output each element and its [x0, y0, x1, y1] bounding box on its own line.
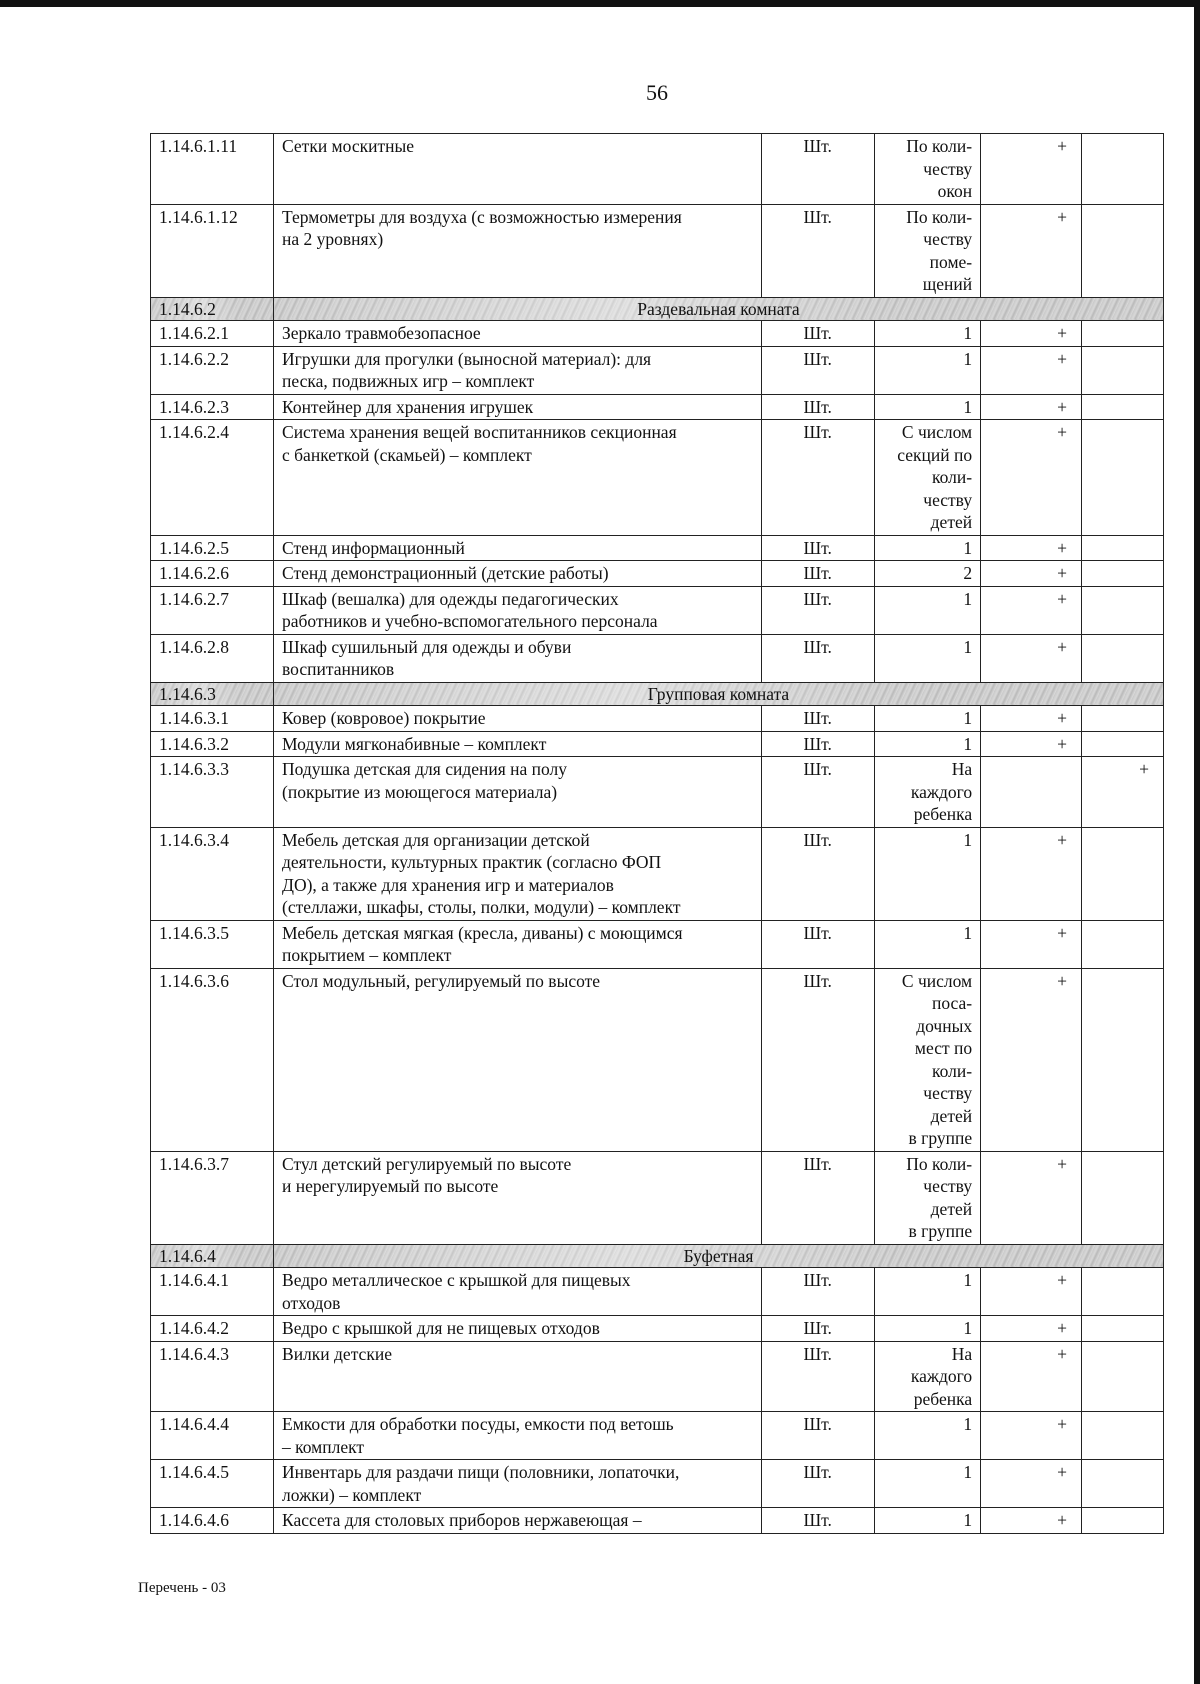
scan-border-right	[1194, 0, 1200, 1684]
item-mark-col1: +	[981, 731, 1082, 757]
item-mark-col1: +	[981, 204, 1082, 297]
item-name: Вилки детские	[274, 1341, 762, 1412]
item-code: 1.14.6.3.3	[151, 757, 274, 828]
section-title: Групповая комната	[274, 682, 1164, 706]
item-mark-col1: +	[981, 1268, 1082, 1316]
item-mark-col2: +	[1081, 757, 1163, 828]
item-mark-col1: +	[981, 420, 1082, 536]
table-row	[151, 420, 1164, 536]
item-name: Система хранения вещей воспитанников секционная с банкеткой (скамьей) – комплект	[274, 420, 762, 536]
item-code: 1.14.6.3.1	[151, 706, 274, 732]
item-mark-col2	[1081, 731, 1163, 757]
item-quantity: 1	[874, 394, 980, 420]
table-row	[151, 634, 1164, 682]
item-name: Инвентарь для раздачи пищи (половники, лопаточки, ложки) – комплект	[274, 1460, 762, 1508]
item-unit: Шт.	[761, 1268, 874, 1316]
item-name: Термометры для воздуха (с возможностью измерения на 2 уровнях)	[274, 204, 762, 297]
item-mark-col2	[1081, 1460, 1163, 1508]
item-name: Подушка детская для сидения на полу (покрытие из моющегося материала)	[274, 757, 762, 828]
table-row	[151, 968, 1164, 1151]
item-unit: Шт.	[761, 731, 874, 757]
table-row	[151, 1316, 1164, 1342]
section-code: 1.14.6.3	[151, 682, 274, 706]
section-header-row	[151, 1244, 1164, 1268]
item-mark-col1: +	[981, 346, 1082, 394]
item-mark-col2	[1081, 1268, 1163, 1316]
item-code: 1.14.6.4.6	[151, 1508, 274, 1534]
item-mark-col1: +	[981, 827, 1082, 920]
item-mark-col1: +	[981, 134, 1082, 205]
item-name: Ведро с крышкой для не пищевых отходов	[274, 1316, 762, 1342]
table-row	[151, 1412, 1164, 1460]
table-row	[151, 346, 1164, 394]
item-name: Ковер (ковровое) покрытие	[274, 706, 762, 732]
item-mark-col2	[1081, 394, 1163, 420]
item-unit: Шт.	[761, 321, 874, 347]
item-mark-col1: +	[981, 535, 1082, 561]
equipment-table	[150, 133, 1164, 1534]
item-mark-col2	[1081, 1508, 1163, 1534]
table-row	[151, 1460, 1164, 1508]
table-body	[151, 134, 1164, 1534]
item-unit: Шт.	[761, 204, 874, 297]
item-unit: Шт.	[761, 757, 874, 828]
item-mark-col1: +	[981, 1460, 1082, 1508]
item-unit: Шт.	[761, 134, 874, 205]
section-header-row	[151, 682, 1164, 706]
table-row	[151, 1268, 1164, 1316]
item-unit: Шт.	[761, 535, 874, 561]
item-quantity: 1	[874, 1412, 980, 1460]
item-code: 1.14.6.4.5	[151, 1460, 274, 1508]
section-header-row	[151, 297, 1164, 321]
item-mark-col1: +	[981, 321, 1082, 347]
item-code: 1.14.6.4.1	[151, 1268, 274, 1316]
item-quantity: По коли- честву поме- щений	[874, 204, 980, 297]
table-row	[151, 1508, 1164, 1534]
item-code: 1.14.6.2.1	[151, 321, 274, 347]
item-name: Емкости для обработки посуды, емкости под ветошь – комплект	[274, 1412, 762, 1460]
item-quantity: 1	[874, 731, 980, 757]
item-name: Кассета для столовых приборов нержавеющая –	[274, 1508, 762, 1534]
item-quantity: С числом секций по коли- честву детей	[874, 420, 980, 536]
item-code: 1.14.6.1.12	[151, 204, 274, 297]
item-mark-col2	[1081, 827, 1163, 920]
item-quantity: 1	[874, 706, 980, 732]
item-name: Стенд демонстрационный (детские работы)	[274, 561, 762, 587]
table-row	[151, 204, 1164, 297]
item-code: 1.14.6.2.5	[151, 535, 274, 561]
item-code: 1.14.6.4.3	[151, 1341, 274, 1412]
item-mark-col2	[1081, 321, 1163, 347]
item-name: Мебель детская для организации детской деятельности, культурных практик (согласно ФОП ДО), а также для хранения игр и материалов (стеллажи, шкафы, столы, полки, модули) – комплект	[274, 827, 762, 920]
item-unit: Шт.	[761, 1151, 874, 1244]
table-row	[151, 394, 1164, 420]
item-code: 1.14.6.2.6	[151, 561, 274, 587]
item-mark-col2	[1081, 420, 1163, 536]
item-quantity: 1	[874, 1460, 980, 1508]
item-unit: Шт.	[761, 394, 874, 420]
item-unit: Шт.	[761, 1316, 874, 1342]
item-unit: Шт.	[761, 1460, 874, 1508]
item-quantity: С числом поса- дочных мест по коли- честву детей в группе	[874, 968, 980, 1151]
item-code: 1.14.6.3.6	[151, 968, 274, 1151]
section-title: Раздевальная комната	[274, 297, 1164, 321]
item-unit: Шт.	[761, 706, 874, 732]
item-quantity: 1	[874, 634, 980, 682]
item-mark-col2	[1081, 1412, 1163, 1460]
item-mark-col2	[1081, 586, 1163, 634]
item-mark-col1: +	[981, 1341, 1082, 1412]
item-name: Сетки москитные	[274, 134, 762, 205]
item-mark-col2	[1081, 204, 1163, 297]
item-code: 1.14.6.2.3	[151, 394, 274, 420]
table-row	[151, 561, 1164, 587]
item-mark-col2	[1081, 346, 1163, 394]
table-row	[151, 706, 1164, 732]
item-unit: Шт.	[761, 561, 874, 587]
item-unit: Шт.	[761, 346, 874, 394]
item-unit: Шт.	[761, 920, 874, 968]
item-mark-col2	[1081, 1341, 1163, 1412]
table-row	[151, 757, 1164, 828]
item-mark-col1: +	[981, 1151, 1082, 1244]
item-quantity: На каждого ребенка	[874, 757, 980, 828]
item-unit: Шт.	[761, 586, 874, 634]
item-mark-col2	[1081, 561, 1163, 587]
item-name: Модули мягконабивные – комплект	[274, 731, 762, 757]
item-unit: Шт.	[761, 968, 874, 1151]
section-title: Буфетная	[274, 1244, 1164, 1268]
item-quantity: 1	[874, 827, 980, 920]
page-number: 56	[646, 80, 668, 105]
item-code: 1.14.6.2.2	[151, 346, 274, 394]
item-mark-col1: +	[981, 394, 1082, 420]
table-row	[151, 731, 1164, 757]
item-quantity: По коли- честву детей в группе	[874, 1151, 980, 1244]
table-row	[151, 1151, 1164, 1244]
item-name: Стенд информационный	[274, 535, 762, 561]
item-quantity: 1	[874, 1508, 980, 1534]
item-unit: Шт.	[761, 1412, 874, 1460]
item-mark-col2	[1081, 706, 1163, 732]
item-name: Мебель детская мягкая (кресла, диваны) с моющимся покрытием – комплект	[274, 920, 762, 968]
item-name: Стол модульный, регулируемый по высоте	[274, 968, 762, 1151]
item-name: Стул детский регулируемый по высоте и нерегулируемый по высоте	[274, 1151, 762, 1244]
item-mark-col2	[1081, 920, 1163, 968]
item-code: 1.14.6.4.4	[151, 1412, 274, 1460]
item-mark-col1: +	[981, 968, 1082, 1151]
item-code: 1.14.6.3.2	[151, 731, 274, 757]
table-row	[151, 1341, 1164, 1412]
item-mark-col2	[1081, 1151, 1163, 1244]
item-quantity: На каждого ребенка	[874, 1341, 980, 1412]
item-mark-col1: +	[981, 1316, 1082, 1342]
item-quantity: 1	[874, 586, 980, 634]
item-mark-col2	[1081, 634, 1163, 682]
item-code: 1.14.6.3.5	[151, 920, 274, 968]
item-name: Контейнер для хранения игрушек	[274, 394, 762, 420]
item-quantity: 1	[874, 1268, 980, 1316]
item-name: Шкаф сушильный для одежды и обуви воспитанников	[274, 634, 762, 682]
item-mark-col1: +	[981, 706, 1082, 732]
item-code: 1.14.6.1.11	[151, 134, 274, 205]
item-quantity: 1	[874, 321, 980, 347]
item-code: 1.14.6.3.7	[151, 1151, 274, 1244]
scan-border-top	[0, 0, 1200, 7]
footer-doc-id: Перечень - 03	[138, 1580, 226, 1596]
item-mark-col1	[981, 757, 1082, 828]
item-mark-col1: +	[981, 586, 1082, 634]
item-name: Ведро металлическое с крышкой для пищевых отходов	[274, 1268, 762, 1316]
item-code: 1.14.6.2.8	[151, 634, 274, 682]
item-quantity: 2	[874, 561, 980, 587]
item-mark-col1: +	[981, 561, 1082, 587]
item-mark-col1: +	[981, 634, 1082, 682]
item-quantity: 1	[874, 920, 980, 968]
item-code: 1.14.6.2.7	[151, 586, 274, 634]
table-row	[151, 535, 1164, 561]
item-quantity: 1	[874, 1316, 980, 1342]
item-unit: Шт.	[761, 1341, 874, 1412]
section-code: 1.14.6.2	[151, 297, 274, 321]
table-row	[151, 586, 1164, 634]
item-quantity: 1	[874, 346, 980, 394]
item-mark-col2	[1081, 968, 1163, 1151]
item-name: Игрушки для прогулки (выносной материал): для песка, подвижных игр – комплект	[274, 346, 762, 394]
item-name: Зеркало травмобезопасное	[274, 321, 762, 347]
item-quantity: 1	[874, 535, 980, 561]
item-name: Шкаф (вешалка) для одежды педагогических работников и учебно-вспомогательного персонала	[274, 586, 762, 634]
item-unit: Шт.	[761, 827, 874, 920]
item-code: 1.14.6.2.4	[151, 420, 274, 536]
item-mark-col2	[1081, 535, 1163, 561]
item-code: 1.14.6.3.4	[151, 827, 274, 920]
table-row	[151, 920, 1164, 968]
item-mark-col1: +	[981, 1412, 1082, 1460]
table-row	[151, 827, 1164, 920]
table-row	[151, 321, 1164, 347]
item-unit: Шт.	[761, 634, 874, 682]
table-row	[151, 134, 1164, 205]
item-unit: Шт.	[761, 1508, 874, 1534]
section-code: 1.14.6.4	[151, 1244, 274, 1268]
item-unit: Шт.	[761, 420, 874, 536]
item-quantity: По коли- честву окон	[874, 134, 980, 205]
item-mark-col2	[1081, 134, 1163, 205]
item-code: 1.14.6.4.2	[151, 1316, 274, 1342]
item-mark-col1: +	[981, 1508, 1082, 1534]
item-mark-col1: +	[981, 920, 1082, 968]
item-mark-col2	[1081, 1316, 1163, 1342]
